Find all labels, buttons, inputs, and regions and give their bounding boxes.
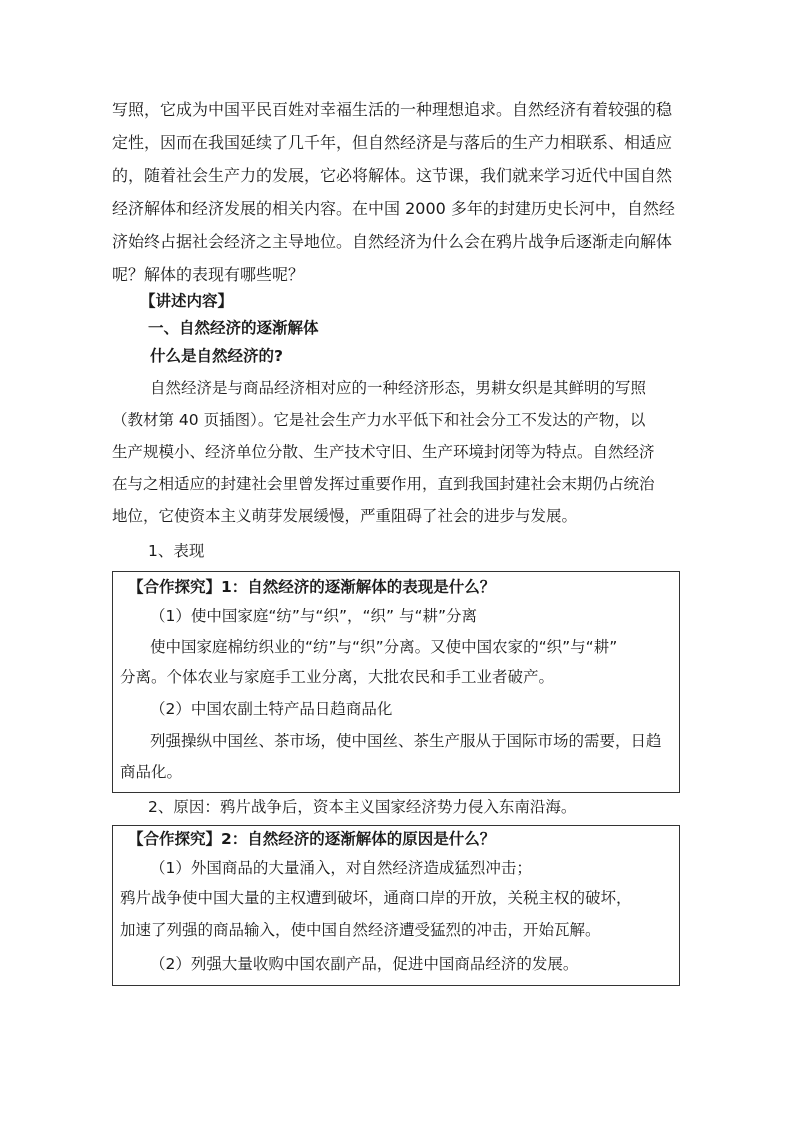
intro-line-3: 的，随着社会生产力的发展，它必将解体。这节课，我们就来学习近代中国自然	[112, 166, 673, 185]
section-body-line-2: （教材第 40 页插图）。它是社会生产力水平低下和社会分工不发达的产物，以	[112, 411, 646, 429]
point-2-label: 2、原因：鸦片战争后，资本主义国家经济势力侵入东南沿海。	[148, 798, 577, 816]
section-body-line-3: 生产规模小、经济单位分散、生产技术守旧、生产环境封闭等为特点。自然经济	[112, 443, 655, 461]
intro-line-6: 呢？解体的表现有哪些呢？	[112, 265, 305, 284]
box2-title: 【合作探究】2：自然经济的逐渐解体的原因是什么？	[128, 830, 496, 848]
box2-sub1-line-2: 加速了列强的商品输入，使中国自然经济遭受猛烈的冲击，开始瓦解。	[120, 921, 601, 939]
point-1-label: 1、表现	[148, 542, 205, 560]
box1-sub2-line-2: 商品化。	[120, 763, 183, 781]
box2-sub1-line-1: 鸦片战争使中国大量的主权遭到破坏，通商口岸的开放，关税主权的破坏，	[120, 889, 632, 907]
section-body-line-1: 自然经济是与商品经济相对应的一种经济形态，男耕女织是其鲜明的写照	[150, 379, 647, 397]
box1-sub1-line-1: 使中国家庭棉纺织业的“纺”与“织”分离。又使中国农家的“织”与“耕”	[150, 638, 618, 656]
box1-title: 【合作探究】1：自然经济的逐渐解体的表现是什么？	[128, 578, 496, 596]
box1-sub1: （1）使中国家庭“纺”与“织”，“织” 与“耕”分离	[150, 607, 478, 625]
box2-sub2: （2）列强大量收购中国农副产品，促进中国商品经济的发展。	[150, 955, 579, 973]
intro-line-2: 定性，因而在我国延续了几千年，但自然经济是与落后的生产力相联系、相适应	[112, 133, 673, 152]
intro-line-4: 经济解体和经济发展的相关内容。在中国 2000 多年的封建历史长河中，自然经	[112, 199, 675, 218]
section-heading: 【讲述内容】	[140, 292, 234, 310]
box1-sub1-line-2: 分离。个体农业与家庭手工业分离，大批农民和手工业者破产。	[120, 668, 555, 686]
section-body-line-5: 地位，它使资本主义萌芽发展缓慢，严重阻碍了社会的进步与发展。	[112, 507, 578, 525]
box1-sub2: （2）中国农副土特产品日趋商品化	[150, 700, 393, 718]
intro-line-5: 济始终占据社会经济之主导地位。自然经济为什么会在鸦片战争后逐渐走向解体	[112, 232, 673, 251]
section-body-line-4: 在与之相适应的封建社会里曾发挥过重要作用，直到我国封建社会末期仍占统治	[112, 475, 655, 493]
box2-sub1: （1）外国商品的大量涌入，对自然经济造成猛烈冲击；	[150, 859, 532, 877]
intro-line-1: 写照，它成为中国平民百姓对幸福生活的一种理想追求。自然经济有着较强的稳	[112, 100, 673, 119]
section-question: 什么是自然经济的?	[150, 347, 283, 365]
box1-sub2-line-1: 列强操纵中国丝、茶市场，使中国丝、茶生产服从于国际市场的需要，日趋	[150, 732, 662, 750]
section-title: 一、自然经济的逐渐解体	[148, 319, 319, 337]
